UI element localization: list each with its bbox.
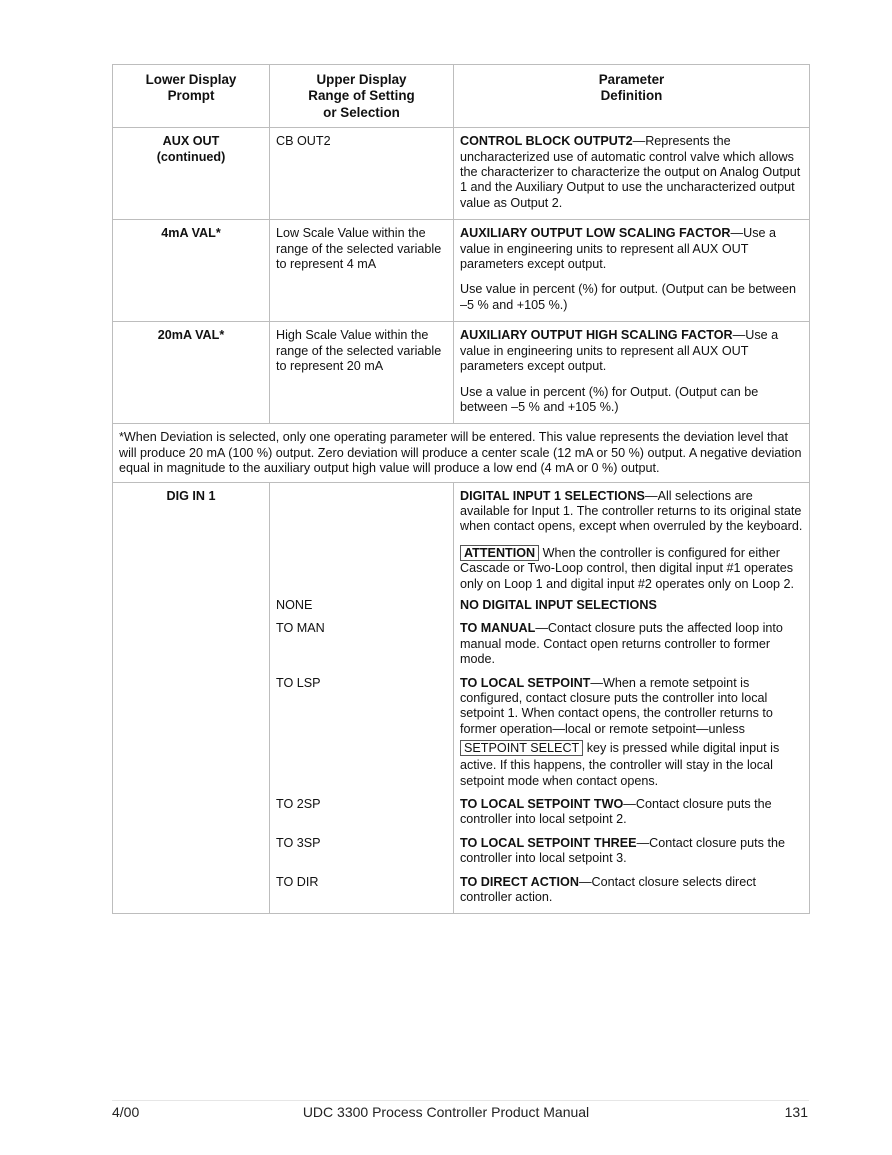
range-20ma-val: High Scale Value within the range of the selected variable to represent 20 mA: [270, 322, 454, 424]
def-title-cb-out2: CONTROL BLOCK OUTPUT2: [460, 134, 633, 149]
table-row-aux-out: [113, 128, 810, 220]
range-to-3sp: TO 3SP: [270, 836, 454, 875]
header-upper-display-range: Upper Display Range of Setting or Selection: [270, 65, 454, 128]
footer-page-number: 131: [784, 1104, 808, 1120]
def-text-to-3sp: —Contact closure puts the controller into local setpoint 3.: [460, 835, 785, 866]
def-title-low-scaling: AUXILIARY OUTPUT LOW SCALING FACTOR: [460, 226, 731, 241]
prompt-4ma-val: 4mA VAL*: [113, 220, 270, 322]
definition-to-man: [454, 621, 810, 675]
setpoint-select-key: SETPOINT SELECT: [460, 740, 583, 756]
attention-label: ATTENTION: [460, 545, 539, 561]
def-title-to-3sp: TO LOCAL SETPOINT THREE: [460, 835, 637, 850]
def-text-to-man: —Contact closure puts the affected loop into manual mode. Contact open returns controller to former mode.: [460, 621, 783, 667]
range-aux-out: CB OUT2: [270, 128, 454, 220]
table-header-row: [113, 65, 810, 128]
def-title-to-2sp: TO LOCAL SETPOINT TWO: [460, 797, 624, 812]
footer-manual-title: UDC 3300 Process Controller Product Manual: [302, 1104, 590, 1120]
def-title-none: NO DIGITAL INPUT SELECTIONS: [460, 597, 657, 612]
range-to-man: TO MAN: [270, 621, 454, 675]
table-row-4ma-val: [113, 220, 810, 322]
def-note-low-scaling: Use value in percent (%) for output. (Output can be between –5 % and +105 %.): [460, 282, 797, 312]
def-text-to-2sp: —Contact closure puts the controller into local setpoint 2.: [460, 797, 772, 827]
prompt-20ma-val: 20mA VAL*: [113, 322, 270, 424]
range-4ma-val: Low Scale Value within the range of the selected variable to represent 4 mA: [270, 220, 454, 322]
def-text-low-scaling: —Use a value in engineering units to represent all AUX OUT parameters except output.: [460, 226, 777, 272]
definition-to-3sp: [454, 836, 810, 875]
table-row-deviation-note: [113, 424, 810, 482]
table-row-20ma-val: [113, 322, 810, 424]
def-title-dig-in: DIGITAL INPUT 1 SELECTIONS: [460, 488, 645, 503]
definition-4ma-val: [454, 220, 810, 322]
range-to-lsp: TO LSP: [270, 676, 454, 797]
def-note-high-scaling: Use a value in percent (%) for Output. (Output can be between –5 % and +105 %.): [460, 384, 759, 414]
definition-to-2sp: [454, 797, 810, 836]
def-text2-to-lsp: key is pressed while digital input is active. If this happens, the controller will stay in the local setpoint mode when contact opens.: [460, 741, 780, 788]
definition-none: [454, 598, 810, 621]
definition-dig-in-intro: [454, 482, 810, 598]
def-text-high-scaling: —Use a value in engineering units to represent all AUX OUT parameters except output.: [460, 328, 779, 374]
parameter-table: [112, 64, 810, 914]
range-dig-in-intro: [270, 482, 454, 598]
attention-text: When the controller is configured for either Cascade or Two-Loop control, then digital input #1 operates only on Loop 1 and digital input #2 operates only on Loop 2.: [460, 545, 794, 591]
prompt-aux-out: AUX OUT (continued): [113, 128, 270, 220]
range-none: NONE: [270, 598, 454, 621]
range-to-2sp: TO 2SP: [270, 797, 454, 836]
header-lower-display-prompt: Lower Display Prompt: [113, 65, 270, 128]
definition-to-lsp: [454, 676, 810, 797]
definition-aux-out: [454, 128, 810, 220]
def-text-cb-out2: —Represents the uncharacterized use of automatic control valve which allows the characterizer to characterize the output on Analog Output 1 and the Auxiliary Output to use the uncharacterized output value as Output 2.: [460, 134, 801, 210]
table-row-dig-in-1: [113, 482, 810, 598]
definition-20ma-val: [454, 322, 810, 424]
def-text-to-dir: —Contact closure selects direct controller action.: [460, 874, 757, 905]
prompt-dig-in-1: DIG IN 1: [113, 482, 270, 914]
range-to-dir: TO DIR: [270, 875, 454, 914]
def-title-to-dir: TO DIRECT ACTION: [460, 874, 579, 889]
footer-divider: [112, 1100, 809, 1101]
footer-date: 4/00: [112, 1104, 140, 1120]
definition-to-dir: [454, 875, 810, 914]
def-title-to-lsp: TO LOCAL SETPOINT: [460, 675, 591, 690]
def-title-high-scaling: AUXILIARY OUTPUT HIGH SCALING FACTOR: [460, 328, 733, 343]
deviation-note: *When Deviation is selected, only one operating parameter will be entered. This value represents the deviation level that will produce 20 mA (100 %) output. Zero deviation will produce a center scale (12 mA or 50 %) output. A negative deviation equal in magnitude to the auxiliary output high value will produce a low end (4 mA or 0 %) output.: [113, 424, 810, 482]
attention-paragraph: [460, 545, 803, 592]
header-parameter-definition: Parameter Definition: [454, 65, 810, 128]
def-title-to-man: TO MANUAL: [460, 621, 536, 636]
def-text-dig-in: —All selections are available for Input 1. The controller returns to its original state when contact opens, except when overruled by the keyboard.: [460, 488, 803, 534]
def-text-to-lsp: —When a remote setpoint is configured, contact closure puts the controller into local setpoint 1. When contact opens, the controller returns to former operation—local or remote setpoint—unless: [460, 675, 773, 736]
